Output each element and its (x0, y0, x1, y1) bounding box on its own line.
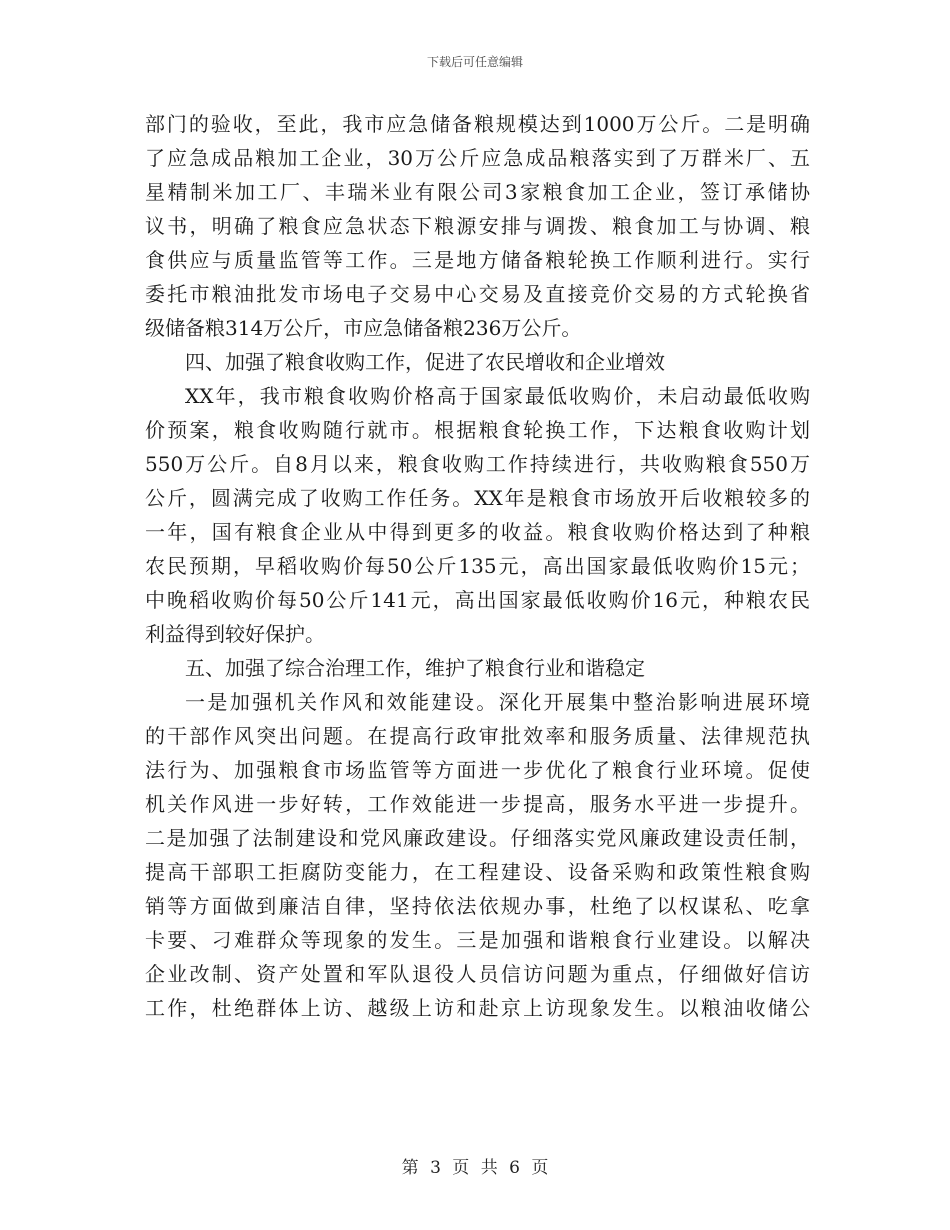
text-line: 提高干部职工拒腐防变能力，在工程建设、设备采购和政策性粮食购 (145, 860, 810, 884)
section-heading: 五、加强了综合治理工作，维护了粮食行业和谐稳定 (185, 656, 645, 680)
page-header: 下载后可任意编辑 (426, 55, 523, 69)
text-line: 一是加强机关作风和效能建设。深化开展集中整治影响进展环境 (185, 690, 810, 714)
text-line: 二是加强了法制建设和党风廉政建设。仔细落实党风廉政建设责任制， (145, 826, 810, 850)
page-number-footer: 第 3 页 共 6 页 (401, 1158, 549, 1178)
section-heading: 四、加强了粮食收购工作，促进了农民增收和企业增效 (185, 350, 665, 374)
text-line: 委托市粮油批发市场电子交易中心交易及直接竞价交易的方式轮换省 (145, 282, 810, 306)
text-line: 550万公斤。自8月以来，粮食收购工作持续进行，共收购粮食550万 (145, 452, 810, 476)
text-line: 销等方面做到廉洁自律，坚持依法依规办事，杜绝了以权谋私、吃拿 (145, 894, 810, 918)
text-line: 的干部作风突出问题。在提高行政审批效率和服务质量、法律规范执 (145, 724, 810, 748)
text-line: 公斤，圆满完成了收购工作任务。XX年是粮食市场放开后收粮较多的 (145, 486, 810, 510)
text-line: 法行为、加强粮食市场监管等方面进一步优化了粮食行业环境。促使 (145, 758, 810, 782)
text-line: 了应急成品粮加工企业，30万公斤应急成品粮落实到了万群米厂、五 (145, 146, 810, 170)
text-line: 星精制米加工厂、丰瑞米业有限公司3家粮食加工企业，签订承储协 (145, 180, 810, 204)
text-line: 农民预期，早稻收购价每50公斤135元，高出国家最低收购价15元； (145, 554, 810, 578)
text-line: 级储备粮314万公斤，市应急储备粮236万公斤。 (145, 316, 582, 340)
text-line: 企业改制、资产处置和军队退役人员信访问题为重点，仔细做好信访 (145, 962, 810, 986)
text-line: 价预案，粮食收购随行就市。根据粮食轮换工作，下达粮食收购计划 (145, 418, 810, 442)
text-line: 机关作风进一步好转，工作效能进一步提高，服务水平进一步提升。 (145, 792, 810, 816)
document-body (145, 107, 810, 1025)
text-line: 一年，国有粮食企业从中得到更多的收益。粮食收购价格达到了种粮 (145, 520, 810, 544)
text-line: 食供应与质量监管等工作。三是地方储备粮轮换工作顺利进行。实行 (145, 248, 810, 272)
text-line: XX年，我市粮食收购价格高于国家最低收购价，未启动最低收购 (185, 384, 810, 408)
text-line: 中晚稻收购价每50公斤141元，高出国家最低收购价16元，种粮农民 (145, 588, 810, 612)
text-line: 部门的验收，至此，我市应急储备粮规模达到1000万公斤。二是明确 (145, 112, 810, 136)
text-line: 卡要、刁难群众等现象的发生。三是加强和谐粮食行业建设。以解决 (145, 928, 810, 952)
text-line: 工作，杜绝群体上访、越级上访和赴京上访现象发生。以粮油收储公 (145, 996, 810, 1020)
text-line: 利益得到较好保护。 (145, 622, 325, 646)
text-line: 议书，明确了粮食应急状态下粮源安排与调拨、粮食加工与协调、粮 (145, 214, 810, 238)
